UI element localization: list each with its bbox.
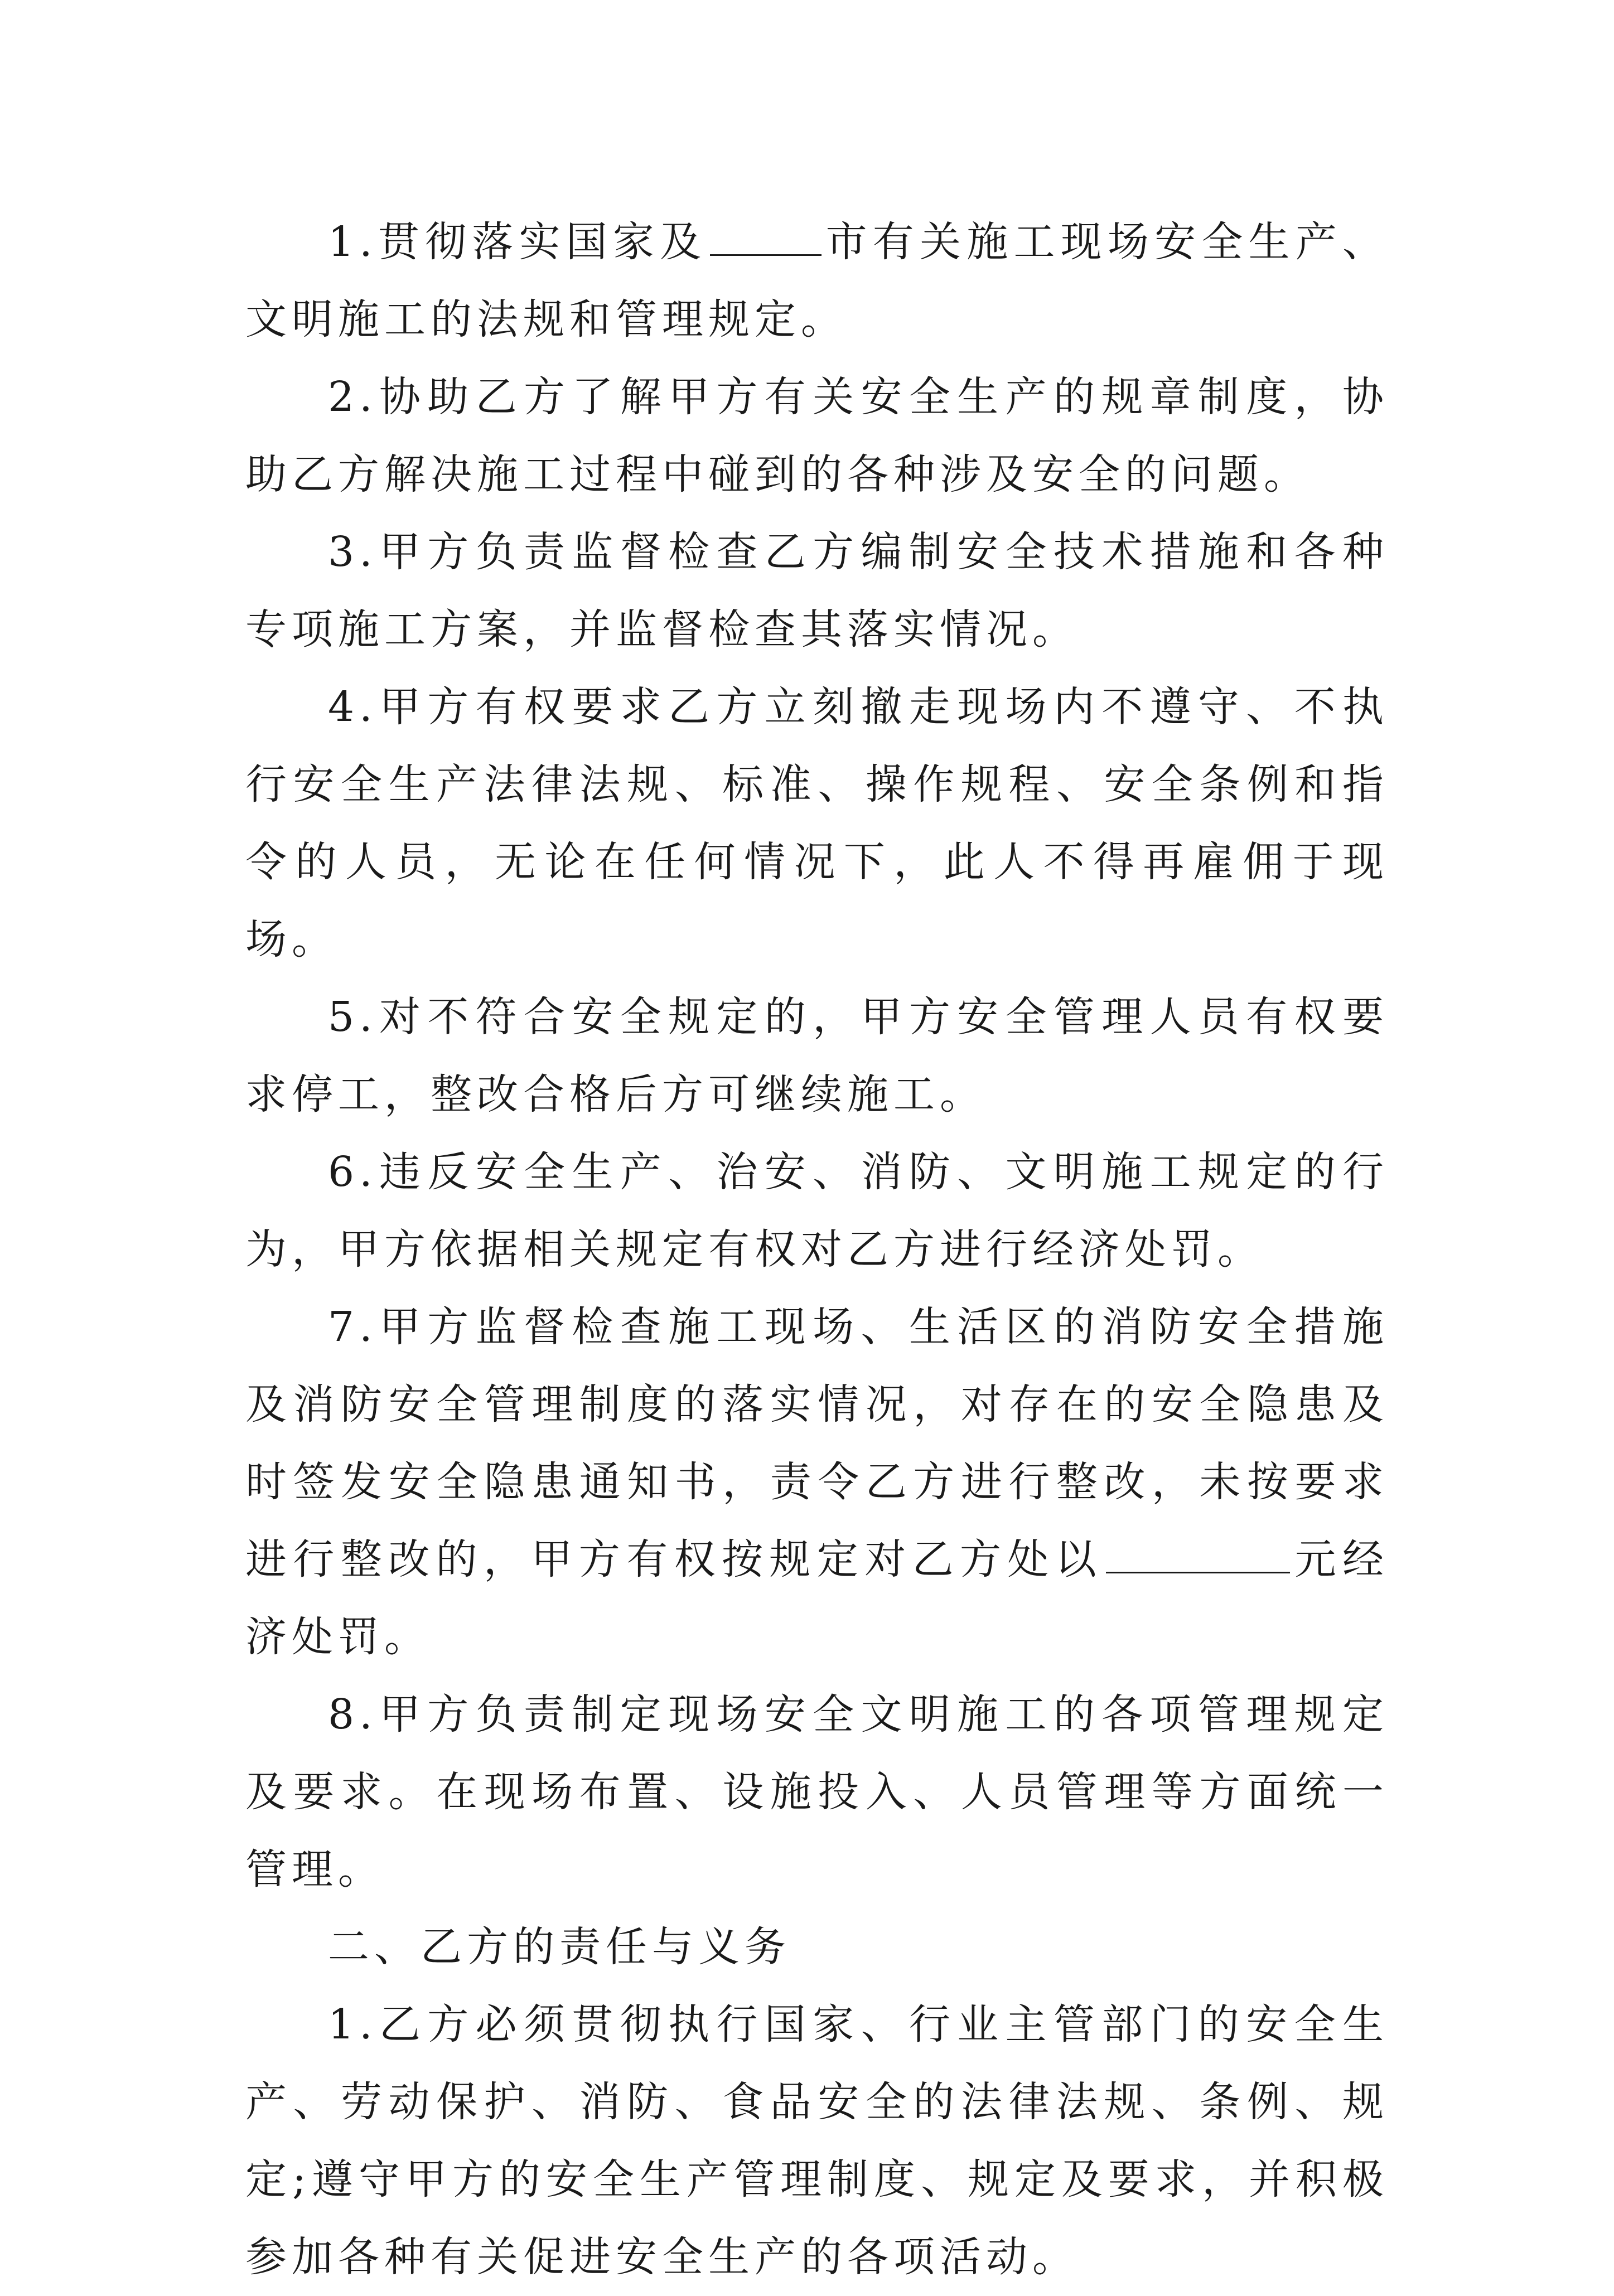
paragraph-1 bbox=[245, 204, 1389, 359]
document-body bbox=[245, 204, 1389, 2296]
paragraph-1-text-after: 市有关施工现场安全生产、文明施工的法规和管理规定。 bbox=[245, 218, 1389, 343]
fill-in-blank-city bbox=[710, 215, 822, 256]
paragraph-6: 6.违反安全生产、治安、消防、文明施工规定的行为，甲方依据相关规定有权对乙方进行经济处罚。 bbox=[245, 1148, 1389, 1273]
paragraph-1-text-before: 1.贯彻落实国家及 bbox=[328, 218, 707, 266]
section-heading: 二、乙方的责任与义务 bbox=[328, 1923, 791, 1971]
paragraph-2: 2.协助乙方了解甲方有关安全生产的规章制度，协助乙方解决施工过程中碰到的各种涉及安全的问题。 bbox=[245, 373, 1389, 498]
paragraph-4: 4.甲方有权要求乙方立刻撤走现场内不遵守、不执行安全生产法律法规、标准、操作规程、安全条例和指令的人员，无论在任何情况下，此人不得再雇佣于现场。 bbox=[245, 683, 1389, 963]
paragraph-7-text-after: 元经济处罚。 bbox=[245, 1535, 1389, 1661]
paragraph-5: 5.对不符合安全规定的，甲方安全管理人员有权要求停工，整改合格后方可继续施工。 bbox=[245, 993, 1389, 1118]
section-paragraph-1: 1.乙方必须贯彻执行国家、行业主管部门的安全生产、劳动保护、消防、食品安全的法律法规、条例、规定;遵守甲方的安全生产管理制度、规定及要求，并积极参加各种有关促进安全生产的各项活动。 bbox=[245, 2000, 1389, 2281]
fill-in-blank-amount bbox=[1106, 1533, 1290, 1573]
paragraph-7 bbox=[245, 1289, 1389, 1676]
paragraph-3: 3.甲方负责监督检查乙方编制安全技术措施和各种专项施工方案，并监督检查其落实情况。 bbox=[245, 528, 1389, 653]
paragraph-8: 8.甲方负责制定现场安全文明施工的各项管理规定及要求。在现场布置、设施投入、人员管理等方面统一管理。 bbox=[245, 1690, 1389, 1893]
paragraph-7-text-before: 7.甲方监督检查施工现场、生活区的消防安全措施及消防安全管理制度的落实情况，对存在的安全隐患及时签发安全隐患通知书，责令乙方进行整改，未按要求进行整改的，甲方有权按规定对乙方处以 bbox=[245, 1303, 1389, 1583]
